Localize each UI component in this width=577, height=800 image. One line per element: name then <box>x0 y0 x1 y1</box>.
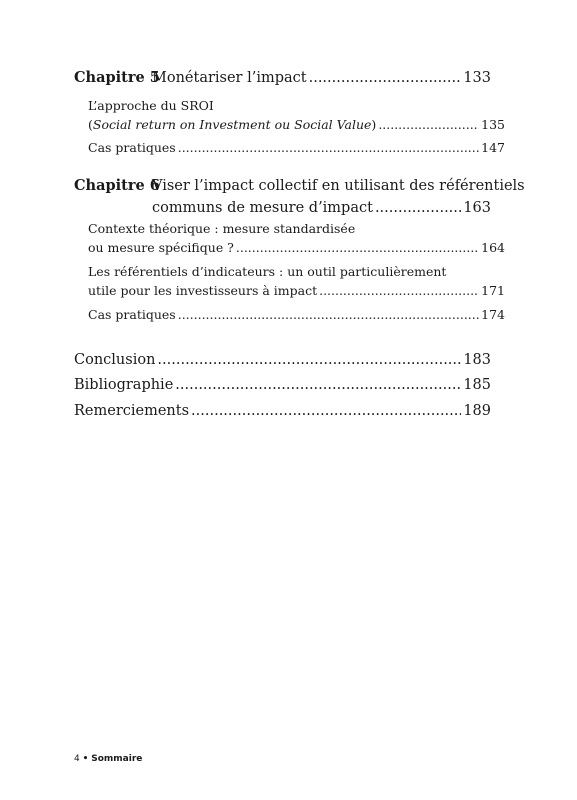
section-title-line: ou mesure spécifique ? <box>88 240 234 255</box>
toc-conclusion[interactable] <box>74 349 491 371</box>
dot-leader <box>175 374 461 396</box>
toc-remerciements[interactable] <box>74 400 491 422</box>
entry-title: Conclusion <box>74 352 156 368</box>
toc-chapter-5[interactable] <box>74 67 491 89</box>
toc-section-cas-pratiques-6[interactable] <box>74 305 505 324</box>
chapter-title: Monétariser l’impact <box>152 70 307 86</box>
dot-leader <box>157 349 461 371</box>
page-number: 185 <box>463 377 491 393</box>
section-title: Cas pratiques <box>88 307 176 322</box>
toc-bibliographie[interactable] <box>74 374 491 396</box>
toc-section-contexte[interactable] <box>74 219 505 257</box>
section-title: Cas pratiques <box>88 140 176 155</box>
page-number: 164 <box>481 240 505 255</box>
dot-leader <box>309 67 462 89</box>
section-title-line: utile pour les investisseurs à impact <box>88 283 318 298</box>
page-number: 163 <box>463 200 491 216</box>
toc-section-sroi[interactable] <box>74 96 505 134</box>
chapter-title-line: communs de mesure d’impact <box>152 200 373 216</box>
dot-leader <box>375 197 461 219</box>
entry-title: Bibliographie <box>74 377 174 393</box>
dot-leader <box>236 238 479 257</box>
page-number: 135 <box>481 117 505 132</box>
dot-leader <box>191 400 461 422</box>
page-number: 147 <box>481 140 505 155</box>
toc-chapter-6[interactable] <box>74 175 525 219</box>
section-title-line: L’approche du SROI <box>88 98 214 113</box>
dot-leader <box>178 138 479 157</box>
toc-section-referentiels[interactable] <box>74 262 505 300</box>
chapter-title-line: Viser l’impact collectif en utilisant des référentiels <box>152 178 525 194</box>
dot-leader <box>178 305 479 324</box>
page-number: 189 <box>463 403 491 419</box>
dot-leader <box>319 281 479 300</box>
page-number: 171 <box>481 283 505 298</box>
footer-separator: • <box>82 754 89 764</box>
page-number: 174 <box>481 307 505 322</box>
footer-section: Sommaire <box>91 754 143 764</box>
section-title-line: Contexte théorique : mesure standardisée <box>88 221 356 236</box>
chapter-label: Chapitre 6 <box>74 177 160 194</box>
page-number: 183 <box>463 352 491 368</box>
page-number: 133 <box>463 70 491 86</box>
entry-title: Remerciements <box>74 403 190 419</box>
chapter-label: Chapitre 5 <box>74 69 160 86</box>
footer-page-number: 4 <box>74 754 80 764</box>
section-title-line: (Social return on Investment ou Social Value) <box>88 117 377 132</box>
dot-leader <box>378 115 479 134</box>
toc-section-cas-pratiques-5[interactable] <box>74 138 505 157</box>
page-footer <box>74 754 142 764</box>
section-title-line: Les référentiels d’indicateurs : un outil particulièrement <box>88 264 447 279</box>
